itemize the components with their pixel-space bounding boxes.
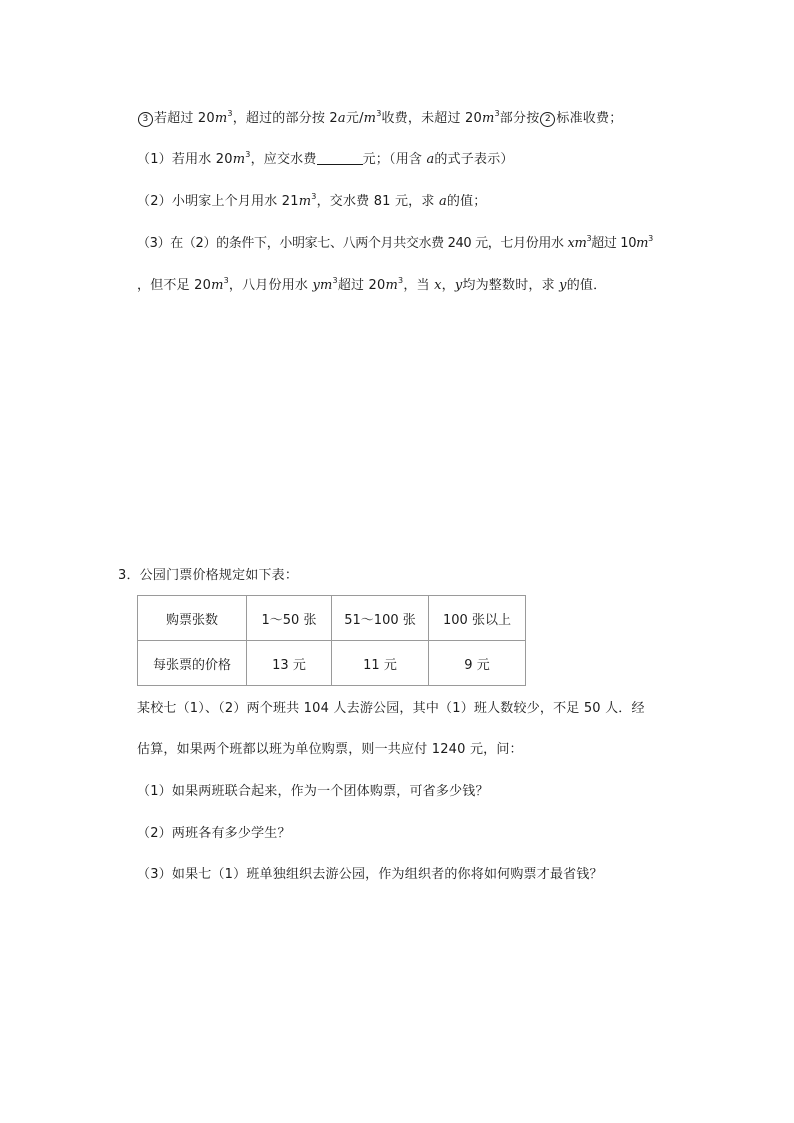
sup-3: 3 <box>227 109 233 118</box>
var-y: y <box>312 278 320 293</box>
unit-m: m <box>214 111 228 126</box>
var-a: a <box>438 194 447 209</box>
text: ，八月份用水 <box>228 278 309 293</box>
text: ，但不足 20 <box>137 278 212 293</box>
text: 收费，未超过 20 <box>381 111 482 126</box>
text: 若超过 20 <box>154 111 215 126</box>
unit-m: m <box>298 194 312 209</box>
text: 元；（用含 <box>362 152 423 167</box>
sup-3: 3 <box>648 234 653 243</box>
text: 超过 20 <box>337 278 386 293</box>
sup-3: 3 <box>376 109 382 118</box>
problem-3-body-2: 估算，如果两个班都以班为单位购票，则一共应付 1240 元，问： <box>137 742 523 757</box>
var-y: y <box>454 278 463 293</box>
table-cell: 购票张数 <box>138 596 247 641</box>
unit-m: m <box>385 278 399 293</box>
table-cell: 1～50 张 <box>247 596 332 641</box>
sup-3: 3 <box>494 109 500 118</box>
var-a: a <box>426 152 435 167</box>
unit-m: m <box>320 278 333 293</box>
unit-m: m <box>211 278 224 293</box>
unit-m: m <box>363 111 377 126</box>
problem-3-title: 3．公园门票价格规定如下表： <box>118 568 299 583</box>
sup-3: 3 <box>586 234 592 243</box>
table-cell: 13 元 <box>247 641 332 686</box>
answer-blank <box>317 151 363 165</box>
unit-m: m <box>481 111 495 126</box>
text: （1）若用水 20 <box>137 152 233 167</box>
text: 超过 10 <box>591 236 637 251</box>
var-a: a <box>337 111 346 126</box>
problem-3-body-1: 某校七（1）、（2）两个班共 104 人去游公园，其中（1）班人数较少，不足 50 人．经 <box>137 701 645 716</box>
sup-3: 3 <box>223 276 229 285</box>
question-3-line <box>137 235 653 253</box>
sup-3: 3 <box>398 276 404 285</box>
table-cell: 51～100 张 <box>332 596 429 641</box>
question-1-line <box>137 151 514 169</box>
sup-3: 3 <box>332 276 338 285</box>
text: ，当 <box>403 278 430 293</box>
text: ， <box>441 278 455 293</box>
table-row <box>138 641 526 686</box>
problem-3-sub-3: （3）如果七（1）班单独组织去游公园，作为组织者的你将如何购票才最省钱？ <box>137 867 603 882</box>
circled-number-2: 2 <box>540 112 555 127</box>
text: 均为整数时，求 <box>462 278 555 293</box>
text: 的式子表示） <box>434 152 514 167</box>
unit-m: m <box>232 152 246 167</box>
var-x: x <box>434 278 442 293</box>
text: 标准收费； <box>556 111 623 126</box>
sup-3: 3 <box>311 192 317 201</box>
question-2-line <box>137 193 487 211</box>
sup-3: 3 <box>245 150 251 159</box>
text: （3）在（2）的条件下，小明家七、八两个月共交水费 240 元，七月份用水 <box>137 236 564 251</box>
unit-m: m <box>636 236 649 251</box>
text: 元/ <box>345 111 364 126</box>
circled-number-3: 3 <box>138 112 153 127</box>
unit-m: m <box>574 236 587 251</box>
table-row <box>138 596 526 641</box>
problem-3-sub-1: （1）如果两班联合起来，作为一个团体购票，可省多少钱？ <box>137 784 489 799</box>
rule-3-line <box>137 110 622 128</box>
text: ，超过的部分按 2 <box>232 111 338 126</box>
text: 部分按 <box>499 111 540 126</box>
text: 的值； <box>446 194 487 209</box>
text: 的值． <box>566 278 607 293</box>
text: （2）小明家上个月用水 21 <box>137 194 299 209</box>
question-3-continued <box>137 277 606 295</box>
problem-3-sub-2: （2）两班各有多少学生？ <box>137 826 291 841</box>
table-cell: 11 元 <box>332 641 429 686</box>
ticket-price-table <box>137 595 526 686</box>
table-cell: 9 元 <box>429 641 526 686</box>
table-cell: 每张票的价格 <box>138 641 247 686</box>
var-y: y <box>559 278 567 293</box>
text: ，应交水费 <box>250 152 317 167</box>
table-cell: 100 张以上 <box>429 596 526 641</box>
var-x: x <box>567 236 575 251</box>
text: ，交水费 81 元，求 <box>316 194 435 209</box>
